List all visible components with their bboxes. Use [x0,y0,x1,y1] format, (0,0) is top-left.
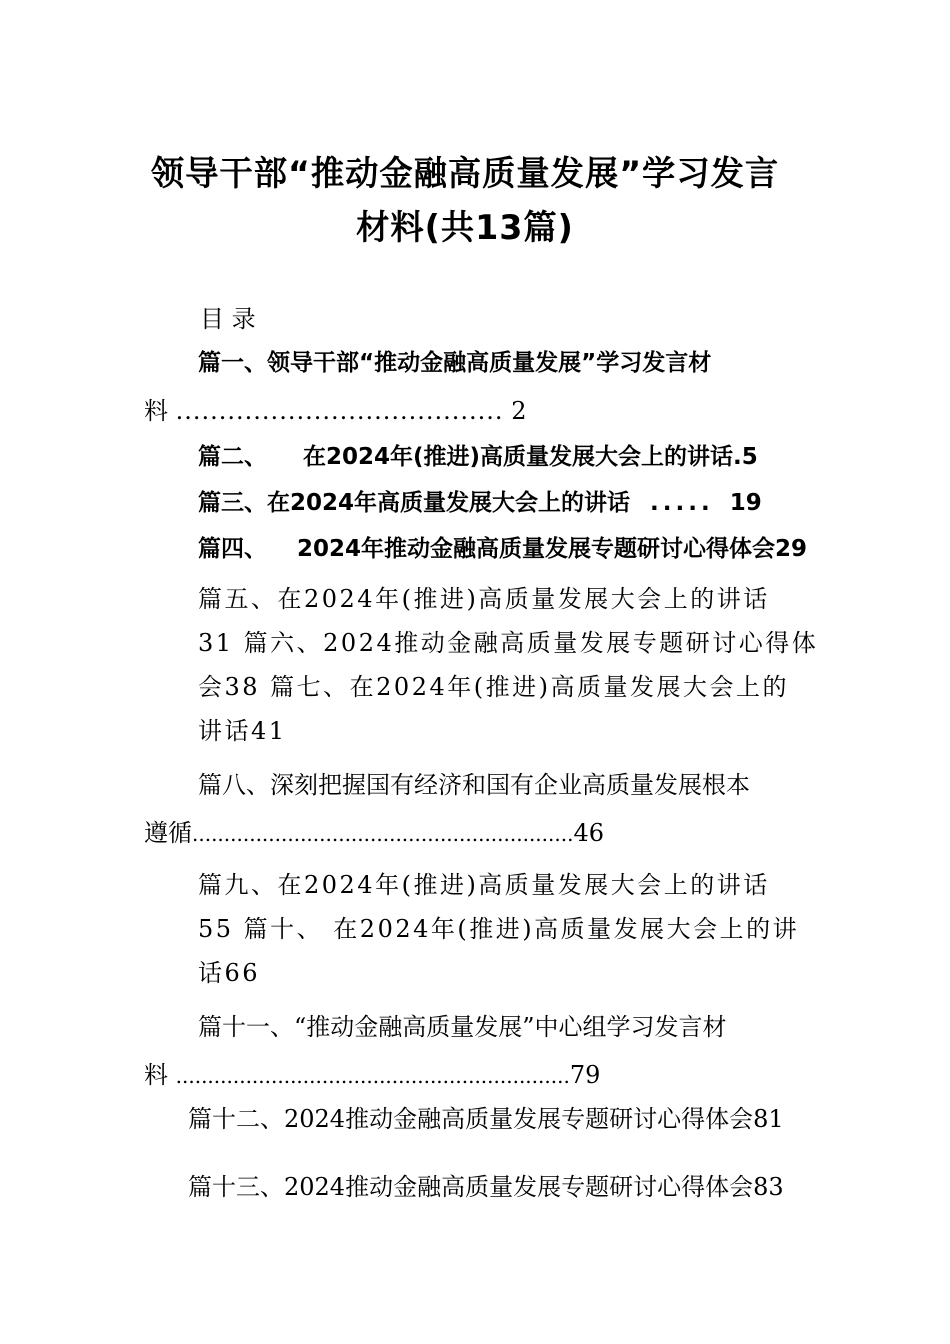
toc-entry-2-label: 篇二、 [198,444,267,470]
toc-dot-leader: ..... [650,490,714,516]
toc-entry-4-label: 篇四、 [198,536,267,562]
toc-entry-8: 篇八、深刻把握国有经济和国有企业高质量发展根本 [198,771,750,799]
toc-entry-2-text: 在2024年(推进)高质量发展大会上的讲话.5 [303,444,758,470]
toc-entry-4 [198,534,807,564]
toc-entry-8-continued [144,818,604,849]
document-title-line-1: 领导干部“推动金融高质量发展”学习发言 [150,154,780,194]
toc-paragraph-line: 篇五、在2024年(推进)高质量发展大会上的讲话 [198,585,770,613]
toc-entry-1: 篇一、领导干部“推动金融高质量发展”学习发言材 [198,350,712,376]
toc-entry-11-continued [144,1060,600,1091]
toc-page-number: 46 [573,819,604,847]
toc-entry-8-tail: 遵循 [144,819,192,847]
toc-entry-12: 篇十二、2024推动金融高质量发展专题研讨心得体会81 [188,1105,784,1133]
toc-entry-4-text: 2024年推动金融高质量发展专题研讨心得体会29 [297,536,808,562]
toc-entry-3 [198,488,762,518]
toc-paragraph-line: 会38 篇七、在2024年(推进)高质量发展大会上的 [198,673,789,701]
toc-heading: 目 录 [200,305,256,333]
toc-dot-leader: ...................................... [175,397,504,425]
toc-dot-leader: ............................................................ [192,822,574,846]
toc-page-number: 2 [511,397,527,425]
toc-paragraph-line: 55 篇十、 在2024年(推进)高质量发展大会上的讲 [198,915,800,943]
toc-entry-13: 篇十三、2024推动金融高质量发展专题研讨心得体会83 [188,1173,784,1201]
toc-paragraph-line: 篇九、在2024年(推进)高质量发展大会上的讲话 [198,871,770,899]
toc-dot-leader: .............................................................. [175,1064,570,1088]
toc-entry-1-tail: 料 [144,397,168,425]
toc-paragraph-line: 话66 [198,959,261,987]
toc-page-number: 79 [569,1061,601,1089]
toc-paragraph-line: 31 篇六、2024推动金融高质量发展专题研讨心得体 [198,629,819,657]
toc-entry-1-continued [144,396,526,426]
toc-entry-2 [198,442,758,472]
document-title-line-2: 材料(共13篇) [356,208,574,248]
toc-page-number: 19 [729,490,762,516]
toc-paragraph-line: 讲话41 [198,717,287,745]
toc-entry-3-text: 篇三、在2024年高质量发展大会上的讲话 [198,490,631,516]
toc-entry-11-tail: 料 [144,1061,168,1089]
toc-entry-11: 篇十一、“推动金融高质量发展”中心组学习发言材 [198,1013,727,1041]
